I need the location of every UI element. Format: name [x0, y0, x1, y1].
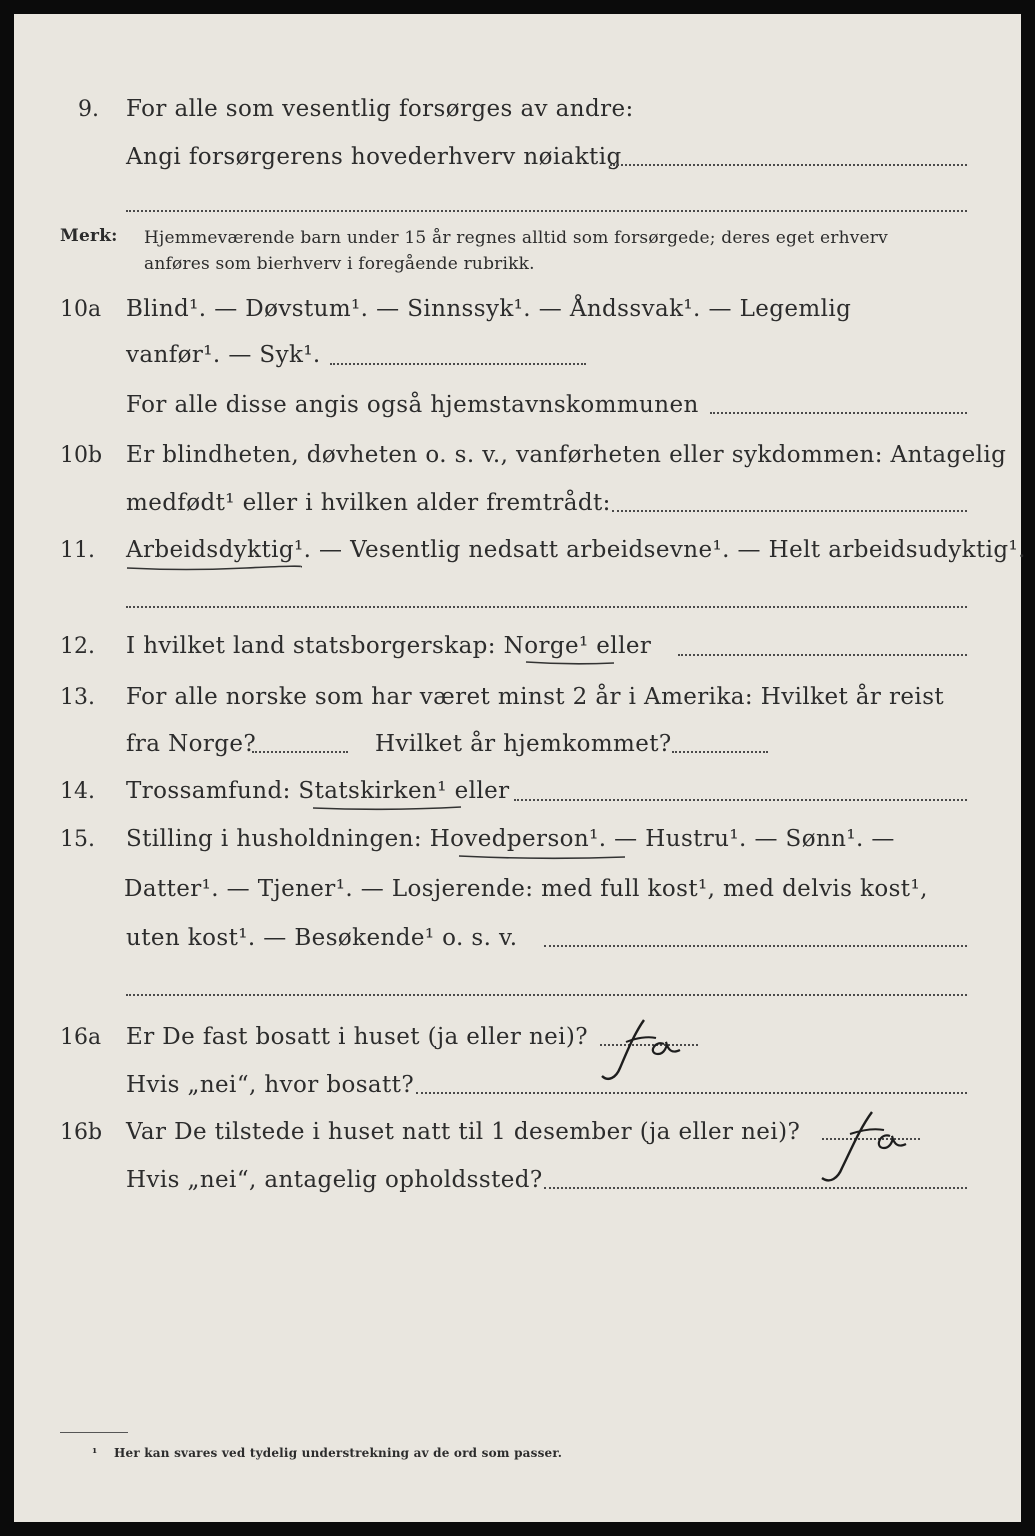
underline-hovedperson [458, 854, 626, 860]
footnote-mark: ¹ [92, 1446, 98, 1460]
question-15-line-2: Datter¹. — Tjener¹. — Losjerende: med full kost¹, med delvis kost¹, [124, 876, 928, 902]
question-16a-number: 16a [60, 1025, 102, 1050]
question-13-line-2b: Hvilket år hjemkommet? [375, 731, 672, 757]
question-14-number: 14. [60, 779, 95, 804]
question-10b-line-2: medfødt¹ eller i hvilken alder fremtrådt: [126, 490, 611, 516]
question-10a-line-2: vanfør¹. — Syk¹. [126, 342, 321, 368]
question-9-text: For alle som vesentlig forsørges av andre: [126, 96, 634, 122]
question-12-number: 12. [60, 634, 95, 659]
answer-line-15[interactable] [544, 945, 967, 947]
question-13-line-2a: fra Norge? [126, 731, 257, 757]
question-13-text: For alle norske som har været minst 2 år i Amerika: Hvilket år reist [126, 684, 945, 710]
answer-line-10a[interactable] [330, 363, 586, 365]
question-14-text: Trossamfund: Statskirken¹ eller [126, 778, 510, 804]
question-16b-number: 16b [60, 1120, 103, 1145]
footnote-divider [60, 1432, 128, 1433]
answer-line-12[interactable] [678, 654, 967, 656]
question-15-number: 15. [60, 827, 95, 852]
answer-line-14[interactable] [514, 799, 967, 801]
merk-line-2: anføres som bierhverv i foregående rubrikk. [144, 254, 535, 274]
question-13-number: 13. [60, 685, 95, 710]
merk-label: Merk: [60, 226, 118, 246]
merk-line-1: Hjemmeværende barn under 15 år regnes alltid som forsørgede; deres eget erhverv [144, 228, 888, 248]
underline-norge [525, 660, 615, 666]
question-10a-line-3: For alle disse angis også hjemstavnskommunen [126, 392, 699, 418]
question-11-number: 11. [60, 538, 95, 563]
question-10a-number: 10a [60, 297, 102, 322]
answer-line-10b[interactable] [612, 510, 967, 512]
question-15-line-3: uten kost¹. — Besøkende¹ o. s. v. [126, 925, 518, 951]
question-16a-text: Er De fast bosatt i huset (ja eller nei)? [126, 1024, 589, 1050]
question-10a-text: Blind¹. — Døvstum¹. — Sinnssyk¹. — Åndssvak¹. — Legemlig [126, 296, 852, 322]
question-11-text: Arbeidsdyktig¹. — Vesentlig nedsatt arbeidsevne¹. — Helt arbeidsudyktig¹. [126, 537, 1026, 563]
answer-line-13-reist[interactable] [252, 751, 348, 753]
answer-line-15b[interactable] [126, 994, 967, 996]
question-15-text: Stilling i husholdningen: Hovedperson¹. — Hustru¹. — Sønn¹. — [126, 826, 895, 852]
question-12-text: I hvilket land statsborgerskap: Norge¹ eller [126, 633, 652, 659]
census-form-page [14, 14, 1026, 1522]
question-9-subtext: Angi forsørgerens hovederhverv nøiaktig [126, 144, 622, 170]
question-16b-line-2: Hvis „nei“, antagelig opholdssted? [126, 1167, 543, 1193]
underline-statskirken [312, 805, 462, 811]
question-10b-number: 10b [60, 443, 103, 468]
question-16b-text: Var De tilstede i huset natt til 1 desember (ja eller nei)? [126, 1119, 801, 1145]
question-16a-line-2: Hvis „nei“, hvor bosatt? [126, 1072, 415, 1098]
answer-line-9b[interactable] [126, 210, 967, 212]
handwritten-answer-16b [810, 1106, 910, 1188]
answer-line-10a-hjemstavn[interactable] [710, 412, 967, 414]
footnote-text: Her kan svares ved tydelig understrekning av de ord som passer. [114, 1446, 563, 1460]
answer-line-16a-bosatt[interactable] [416, 1092, 967, 1094]
underline-arbeidsdyktig [126, 565, 302, 571]
answer-line-11[interactable] [126, 606, 967, 608]
handwritten-answer-16a [596, 1014, 686, 1086]
answer-line-16b-opholdssted[interactable] [544, 1187, 967, 1189]
answer-line-13-hjemkommet[interactable] [672, 751, 768, 753]
question-10b-text: Er blindheten, døvheten o. s. v., vanførheten eller sykdommen: Antagelig [126, 442, 1007, 468]
question-9-number: 9. [78, 97, 99, 122]
answer-line-9[interactable] [610, 164, 967, 166]
